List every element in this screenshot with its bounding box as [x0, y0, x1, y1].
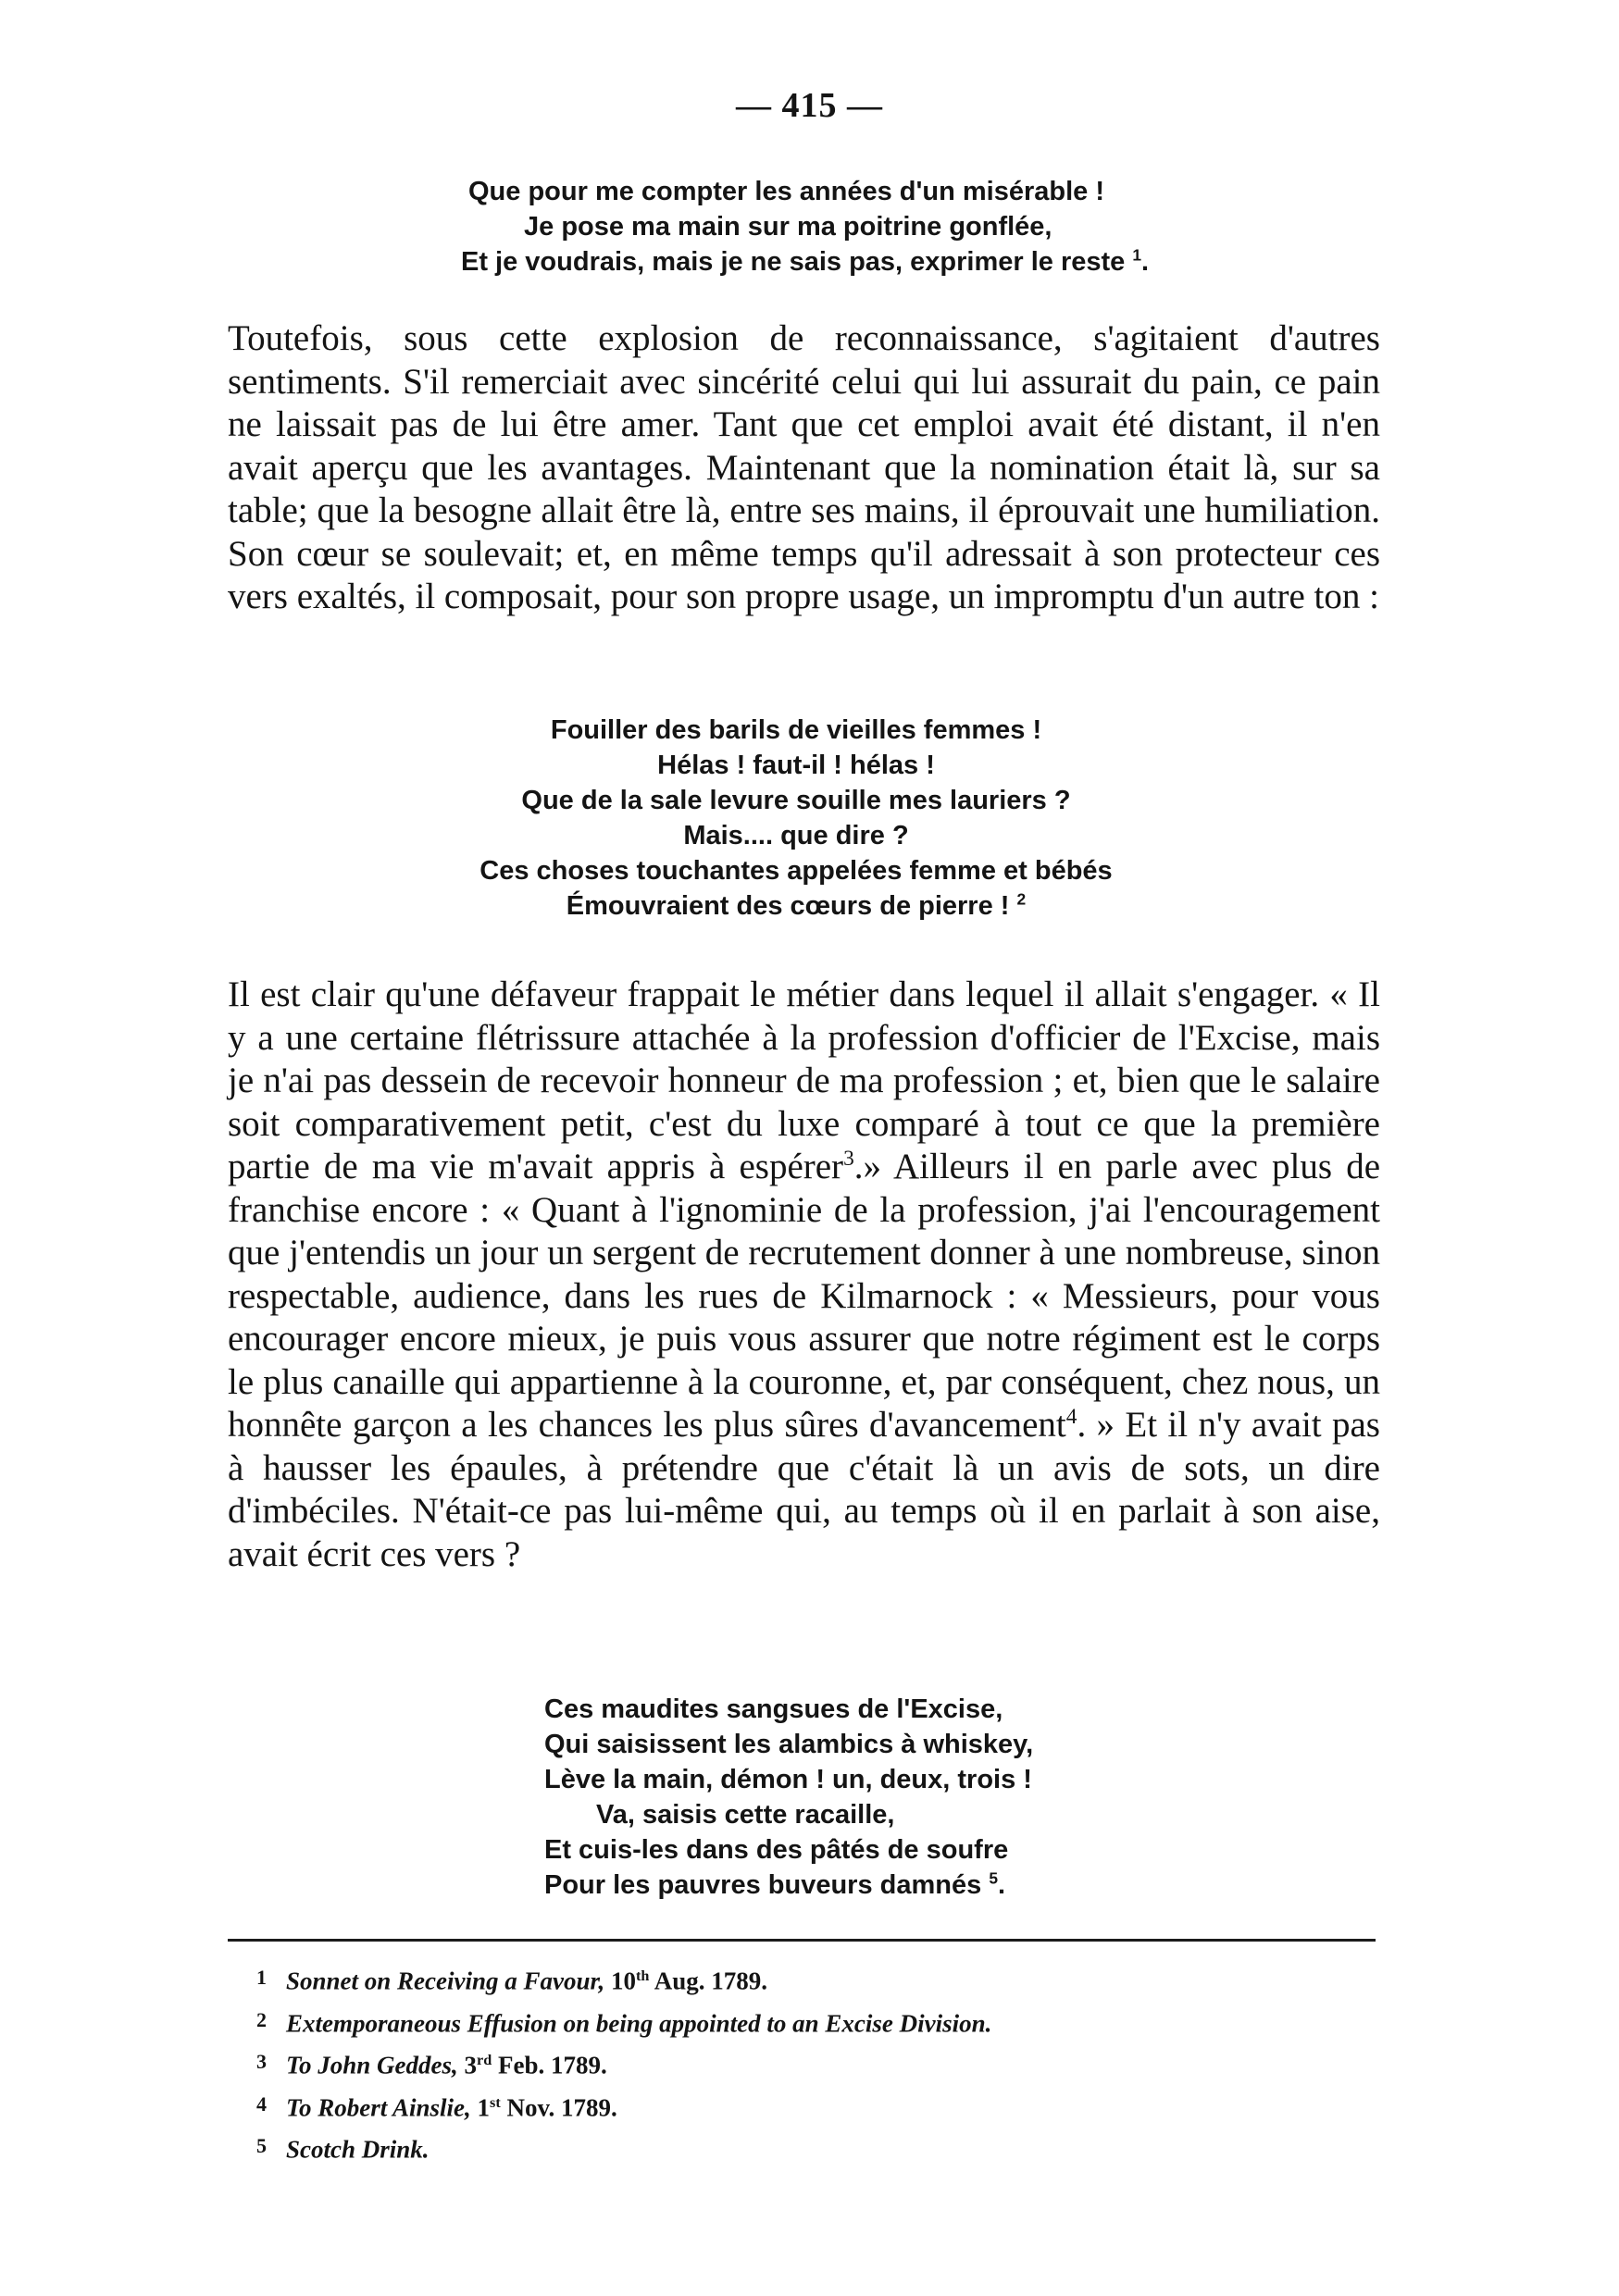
footnotes — [256, 1958, 1367, 2169]
footnote: 5 Scotch Drink. — [256, 2134, 430, 2164]
verse-line: Qui saisissent les alambics à whiskey, — [544, 1730, 1034, 1759]
footnote: 1 Sonnet on Receiving a Favour, 10th Aug. 1789. — [256, 1966, 767, 1995]
footnote-ref: 4 — [1065, 1404, 1077, 1429]
paragraph: Toutefois, sous cette explosion de reconnaissance, s'agitaient d'autres sentiments. S'il remerciait avec sincérité celui qui lui assurait du pain, ce pain ne laissait pas de lui être amer. Tant que cet emploi avait été distant, il n'en avait aperçu que les avantages. Maintenant que la nomination était là, sur sa table; que la besogne allait être là, entre ses mains, il éprouvait une humiliation. Son cœur se soulevait; et, en même temps qu'il adressait à son protecteur ces vers exaltés, il composait, pour son propre usage, un impromptu d'un autre ton : — [228, 318, 1380, 616]
verse-block-sonnet — [417, 174, 1203, 279]
verse-line: Mais.... que dire ? — [683, 821, 909, 850]
footnote-ref: 2 — [1016, 889, 1027, 909]
verse-line: Que de la sale levure souille mes lauriers ? — [521, 786, 1071, 815]
verse-line: Je pose ma main sur ma poitrine gonflée, — [524, 212, 1052, 242]
verse-line: Et je voudrais, mais je ne sais pas, exprimer le reste $^1$. — [461, 245, 1150, 277]
footnote: 4 To Robert Ainslie, 1st Nov. 1789. — [256, 2091, 617, 2121]
verse-line: Fouiller des barils de vieilles femmes ! — [550, 715, 1042, 745]
verse-block-excise — [544, 1692, 1192, 1903]
verse-line: Pour les pauvres buveurs damnés $^5$. — [544, 1868, 1006, 1900]
verse-line: Et cuis-les dans des pâtés de soufre — [544, 1835, 1009, 1865]
footnote-ref: 3 — [843, 1146, 854, 1171]
verse-line: Lève la main, démon ! un, deux, trois ! — [544, 1765, 1032, 1794]
footnote: 3 To John Geddes, 3rd Feb. 1789. — [256, 2050, 607, 2079]
footnote-divider — [228, 1939, 1376, 1942]
page-number: — 415 — — [736, 86, 883, 125]
verse-line: Ces choses touchantes appelées femme et bébés — [479, 856, 1113, 886]
footnote: 2 Extemporaneous Effusion on being appointed to an Excise Division. — [256, 2007, 992, 2037]
paragraph: Il est clair qu'une défaveur frappait le métier dans lequel il allait s'engager. « Il y a une certaine flétrissure attachée à la profession d'officier de l'Excise, mais je n'ai pas dessein de recevoir honneur de ma profession ; et, bien que le salaire soit comparativement petit, c'est du luxe comparé à tout ce que la première partie de ma vie m'avait appris à espérer$^3$.» Ailleurs il en parle avec plus de franchise encore : « Quant à l'ignominie de la profession, j'ai l'encouragement que j'entendis un jour un sergent de recrutement donner à une nombreuse, sinon respectable, audience, dans les rues de Kilmarnock : « Messieurs, pour vous encourager encore mieux, je puis vous assurer que notre régiment est le corps le plus canaille qui appartienne à la couronne, et, par conséquent, chez nous, un honnête garçon a les chances les plus sûres d'avancement$^4$. » Et il n'y avait pas à hausser les épaules, à prétendre que c'était là un avis de sots, un dire d'imbéciles. N'était-ce pas lui-même qui, au temps où il en parlait à son aise, avait écrit ces vers ? — [228, 974, 1380, 1574]
footnote-ref: 5 — [989, 1868, 998, 1888]
verse-line: Va, saisis cette racaille, — [596, 1800, 895, 1830]
verse-line: Ces maudites sangsues de l'Excise, — [544, 1694, 1003, 1724]
verse-line: Que pour me compter les années d'un misérable ! — [468, 177, 1104, 206]
footnote-ref: 1 — [1132, 245, 1142, 265]
verse-line: Hélas ! faut-il ! hélas ! — [657, 751, 935, 780]
verse-block-impromptu — [370, 713, 1222, 924]
verse-line: Émouvraient des cœurs de pierre ! $^2$ — [566, 889, 1027, 921]
